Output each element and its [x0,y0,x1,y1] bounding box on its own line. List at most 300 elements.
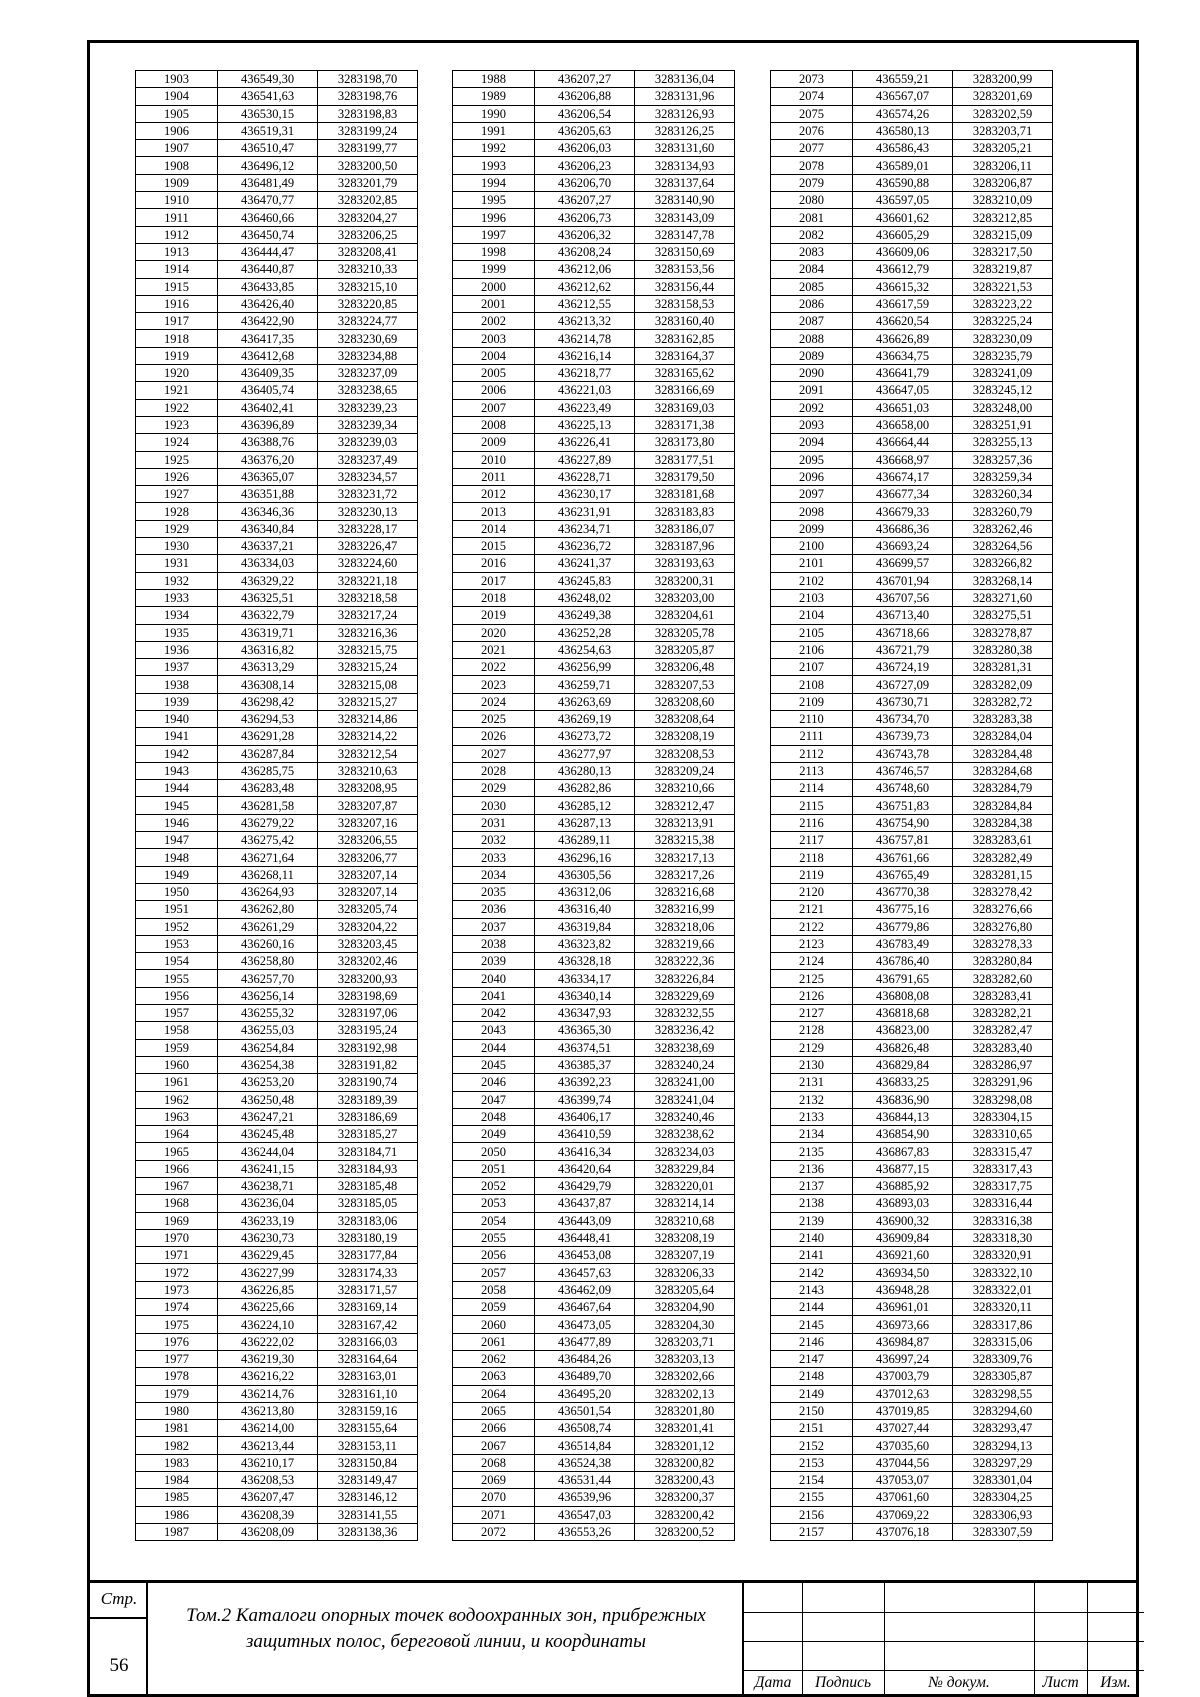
y-coordinate: 3283238,62 [635,1126,735,1143]
y-coordinate: 3283284,48 [953,745,1053,762]
table-row [136,1316,418,1333]
y-coordinate: 3283255,13 [953,434,1053,451]
table-row [771,901,1053,918]
point-number: 2013 [453,503,535,520]
y-coordinate: 3283200,50 [318,157,418,174]
x-coordinate: 436254,38 [218,1056,318,1073]
x-coordinate: 436313,29 [218,659,318,676]
x-coordinate: 436701,94 [853,572,953,589]
table-row [453,641,735,658]
y-coordinate: 3283228,17 [318,520,418,537]
x-coordinate: 436679,33 [853,503,953,520]
x-coordinate: 436693,24 [853,538,953,555]
y-coordinate: 3283304,25 [953,1489,1053,1506]
y-coordinate: 3283166,69 [635,382,735,399]
y-coordinate: 3283208,60 [635,693,735,710]
y-coordinate: 3283282,60 [953,970,1053,987]
point-number: 2022 [453,659,535,676]
point-number: 2066 [453,1420,535,1437]
point-number: 2153 [771,1454,853,1471]
table-row [136,780,418,797]
point-number: 2015 [453,538,535,555]
y-coordinate: 3283187,96 [635,538,735,555]
x-coordinate: 436207,27 [535,71,635,88]
point-number: 2039 [453,953,535,970]
y-coordinate: 3283234,88 [318,347,418,364]
table-row [453,1437,735,1454]
point-number: 1957 [136,1005,218,1022]
y-coordinate: 3283200,99 [953,71,1053,88]
table-row [136,347,418,364]
x-coordinate: 436252,28 [535,624,635,641]
x-coordinate: 436402,41 [218,399,318,416]
table-row [136,434,418,451]
point-number: 1939 [136,693,218,710]
point-number: 2049 [453,1126,535,1143]
x-coordinate: 436647,05 [853,382,953,399]
table-row [771,572,1053,589]
point-number: 1971 [136,1247,218,1264]
x-coordinate: 436312,06 [535,883,635,900]
y-coordinate: 3283150,69 [635,243,735,260]
table-row [771,1523,1053,1540]
x-coordinate: 436524,38 [535,1454,635,1471]
y-coordinate: 3283171,38 [635,416,735,433]
point-number: 2060 [453,1316,535,1333]
y-coordinate: 3283217,24 [318,607,418,624]
point-number: 2086 [771,295,853,312]
x-coordinate: 436734,70 [853,710,953,727]
table-row [453,1039,735,1056]
table-row [453,243,735,260]
x-coordinate: 436244,04 [218,1143,318,1160]
y-coordinate: 3283198,83 [318,105,418,122]
y-coordinate: 3283206,77 [318,849,418,866]
table-row [453,1178,735,1195]
table-row [453,1264,735,1281]
y-coordinate: 3283317,86 [953,1316,1053,1333]
point-number: 1947 [136,832,218,849]
table-row [136,1074,418,1091]
y-coordinate: 3283307,59 [953,1523,1053,1540]
table-row [453,1333,735,1350]
x-coordinate: 436283,48 [218,780,318,797]
table-row [771,1178,1053,1195]
point-number: 1938 [136,676,218,693]
point-number: 2140 [771,1229,853,1246]
table-row [136,261,418,278]
table-row [771,797,1053,814]
x-coordinate: 436347,93 [535,1005,635,1022]
table-row [453,1454,735,1471]
y-coordinate: 3283210,09 [953,192,1053,209]
page-cell-divider [90,1617,148,1619]
y-coordinate: 3283221,53 [953,278,1053,295]
table-row [771,1039,1053,1056]
table-row [771,1056,1053,1073]
point-number: 1948 [136,849,218,866]
x-coordinate: 436727,09 [853,676,953,693]
point-number: 2113 [771,762,853,779]
x-coordinate: 436686,36 [853,520,953,537]
point-number: 2025 [453,710,535,727]
table-row [771,676,1053,693]
x-coordinate: 436230,73 [218,1229,318,1246]
table-row [771,1126,1053,1143]
coordinate-table-2 [452,70,735,1541]
table-row [771,832,1053,849]
table-row [136,1039,418,1056]
y-coordinate: 3283264,56 [953,538,1053,555]
y-coordinate: 3283150,84 [318,1454,418,1471]
table-row [771,624,1053,641]
y-coordinate: 3283205,21 [953,140,1053,157]
table-row [453,1247,735,1264]
x-coordinate: 436808,08 [853,987,953,1004]
table-row [136,520,418,537]
x-coordinate: 436346,36 [218,503,318,520]
point-number: 2018 [453,589,535,606]
x-coordinate: 436826,48 [853,1039,953,1056]
point-number: 2103 [771,589,853,606]
point-number: 2127 [771,1005,853,1022]
y-coordinate: 3283238,69 [635,1039,735,1056]
table-row [453,365,735,382]
x-coordinate: 436416,34 [535,1143,635,1160]
y-coordinate: 3283200,93 [318,970,418,987]
table-row [453,226,735,243]
doc-number-label: № докум. [928,1674,990,1691]
table-row [771,1368,1053,1385]
table-row [136,1091,418,1108]
y-coordinate: 3283131,96 [635,88,735,105]
y-coordinate: 3283271,60 [953,589,1053,606]
point-number: 1988 [453,71,535,88]
table-row [453,589,735,606]
x-coordinate: 436739,73 [853,728,953,745]
y-coordinate: 3283231,72 [318,486,418,503]
y-coordinate: 3283217,50 [953,243,1053,260]
point-number: 2119 [771,866,853,883]
table-row [136,572,418,589]
x-coordinate: 436225,66 [218,1299,318,1316]
y-coordinate: 3283317,75 [953,1178,1053,1195]
x-coordinate: 436305,56 [535,866,635,883]
point-number: 1943 [136,762,218,779]
table-row [453,624,735,641]
table-row [771,728,1053,745]
table-row [453,434,735,451]
page-number: 56 [109,1655,129,1676]
table-row [453,1299,735,1316]
point-number: 2157 [771,1523,853,1540]
point-number: 1908 [136,157,218,174]
y-coordinate: 3283136,04 [635,71,735,88]
y-coordinate: 3283240,24 [635,1056,735,1073]
x-coordinate: 436282,86 [535,780,635,797]
y-coordinate: 3283203,00 [635,589,735,606]
y-coordinate: 3283251,91 [953,416,1053,433]
point-number: 1974 [136,1299,218,1316]
x-coordinate: 436268,11 [218,866,318,883]
table-row [771,814,1053,831]
table-row [453,1126,735,1143]
point-number: 2107 [771,659,853,676]
point-number: 1975 [136,1316,218,1333]
table-row [136,624,418,641]
point-number: 2108 [771,676,853,693]
y-coordinate: 3283155,64 [318,1420,418,1437]
table-row [453,105,735,122]
y-coordinate: 3283169,03 [635,399,735,416]
table-row [771,1402,1053,1419]
y-coordinate: 3283237,09 [318,365,418,382]
y-coordinate: 3283284,38 [953,814,1053,831]
x-coordinate: 436597,05 [853,192,953,209]
y-coordinate: 3283283,41 [953,987,1053,1004]
point-number: 1965 [136,1143,218,1160]
x-coordinate: 436227,99 [218,1264,318,1281]
point-number: 2154 [771,1472,853,1489]
table-row [136,157,418,174]
point-number: 2096 [771,468,853,485]
table-row [136,659,418,676]
table-row [453,122,735,139]
x-coordinate: 436264,93 [218,883,318,900]
y-coordinate: 3283216,36 [318,624,418,641]
point-number: 1996 [453,209,535,226]
y-coordinate: 3283232,55 [635,1005,735,1022]
y-coordinate: 3283230,13 [318,503,418,520]
table-row [771,1195,1053,1212]
x-coordinate: 436580,13 [853,122,953,139]
point-number: 2126 [771,987,853,1004]
y-coordinate: 3283180,19 [318,1229,418,1246]
x-coordinate: 436617,59 [853,295,953,312]
point-number: 1924 [136,434,218,451]
y-coordinate: 3283184,93 [318,1160,418,1177]
table-row [136,1472,418,1489]
x-coordinate: 436319,71 [218,624,318,641]
table-row [136,641,418,658]
x-coordinate: 436253,20 [218,1074,318,1091]
coordinate-table-3 [770,70,1053,1541]
point-number: 1911 [136,209,218,226]
x-coordinate: 436437,87 [535,1195,635,1212]
title-block [90,1580,1136,1697]
x-coordinate: 436699,57 [853,555,953,572]
point-number: 1995 [453,192,535,209]
x-coordinate: 436351,88 [218,486,318,503]
y-coordinate: 3283297,29 [953,1454,1053,1471]
point-number: 2112 [771,745,853,762]
x-coordinate: 436651,03 [853,399,953,416]
y-coordinate: 3283203,13 [635,1350,735,1367]
table-row [771,1437,1053,1454]
point-number: 2111 [771,728,853,745]
x-coordinate: 436541,63 [218,88,318,105]
y-coordinate: 3283156,44 [635,278,735,295]
table-row [136,1005,418,1022]
table-row [453,295,735,312]
point-number: 1913 [136,243,218,260]
table-row [453,1229,735,1246]
point-number: 1922 [136,399,218,416]
x-coordinate: 436531,44 [535,1472,635,1489]
x-coordinate: 436316,40 [535,901,635,918]
table-row [771,451,1053,468]
table-row [771,503,1053,520]
table-row [771,1022,1053,1039]
table-row [136,1195,418,1212]
y-coordinate: 3283199,24 [318,122,418,139]
y-coordinate: 3283280,38 [953,641,1053,658]
y-coordinate: 3283320,11 [953,1299,1053,1316]
y-coordinate: 3283205,64 [635,1281,735,1298]
x-coordinate: 436222,02 [218,1333,318,1350]
x-coordinate: 436218,77 [535,365,635,382]
point-number: 1986 [136,1506,218,1523]
table-row [771,918,1053,935]
table-row [771,935,1053,952]
point-number: 2062 [453,1350,535,1367]
point-number: 1933 [136,589,218,606]
table-row [453,901,735,918]
point-number: 2026 [453,728,535,745]
x-coordinate: 436285,75 [218,762,318,779]
y-coordinate: 3283208,41 [318,243,418,260]
table-row [453,192,735,209]
y-coordinate: 3283276,80 [953,918,1053,935]
x-coordinate: 436948,28 [853,1281,953,1298]
y-coordinate: 3283322,01 [953,1281,1053,1298]
point-number: 1918 [136,330,218,347]
x-coordinate: 436210,17 [218,1454,318,1471]
y-coordinate: 3283283,40 [953,1039,1053,1056]
point-number: 2102 [771,572,853,589]
x-coordinate: 436746,57 [853,762,953,779]
table-row [771,416,1053,433]
x-coordinate: 437019,85 [853,1402,953,1419]
point-number: 2093 [771,416,853,433]
point-number: 2128 [771,1022,853,1039]
table-row [771,486,1053,503]
point-number: 2148 [771,1368,853,1385]
point-number: 1993 [453,157,535,174]
point-number: 1928 [136,503,218,520]
x-coordinate: 436770,38 [853,883,953,900]
point-number: 2056 [453,1247,535,1264]
table-row [136,192,418,209]
x-coordinate: 436234,71 [535,520,635,537]
x-coordinate: 436399,74 [535,1091,635,1108]
x-coordinate: 436748,60 [853,780,953,797]
y-coordinate: 3283230,69 [318,330,418,347]
table-row [136,1402,418,1419]
y-coordinate: 3283219,87 [953,261,1053,278]
table-row [136,1437,418,1454]
y-coordinate: 3283215,27 [318,693,418,710]
x-coordinate: 436285,12 [535,797,635,814]
table-row [453,451,735,468]
point-number: 2006 [453,382,535,399]
x-coordinate: 436316,82 [218,641,318,658]
table-row [453,710,735,727]
y-coordinate: 3283237,49 [318,451,418,468]
point-number: 2063 [453,1368,535,1385]
table-row [136,1126,418,1143]
table-row [136,555,418,572]
y-coordinate: 3283222,36 [635,953,735,970]
x-coordinate: 436260,16 [218,935,318,952]
point-number: 1994 [453,174,535,191]
table-row [136,935,418,952]
point-number: 2016 [453,555,535,572]
x-coordinate: 436973,66 [853,1316,953,1333]
table-row [771,278,1053,295]
point-number: 1949 [136,866,218,883]
table-row [453,520,735,537]
point-number: 2053 [453,1195,535,1212]
x-coordinate: 437035,60 [853,1437,953,1454]
table-row [136,832,418,849]
point-number: 2125 [771,970,853,987]
point-number: 2067 [453,1437,535,1454]
point-number: 2072 [453,1523,535,1540]
point-number: 1926 [136,468,218,485]
x-coordinate: 436422,90 [218,313,318,330]
x-coordinate: 436658,00 [853,416,953,433]
y-coordinate: 3283259,34 [953,468,1053,485]
y-coordinate: 3283298,08 [953,1091,1053,1108]
y-coordinate: 3283137,64 [635,174,735,191]
x-coordinate: 436241,37 [535,555,635,572]
point-number: 1946 [136,814,218,831]
x-coordinate: 436467,64 [535,1299,635,1316]
y-coordinate: 3283229,69 [635,987,735,1004]
point-number: 2069 [453,1472,535,1489]
point-number: 1967 [136,1178,218,1195]
y-coordinate: 3283203,71 [635,1333,735,1350]
x-coordinate: 436376,20 [218,451,318,468]
table-row [771,589,1053,606]
table-row [453,486,735,503]
y-coordinate: 3283257,36 [953,451,1053,468]
x-coordinate: 436589,01 [853,157,953,174]
point-number: 2100 [771,538,853,555]
table-row [453,1385,735,1402]
table-row [771,538,1053,555]
y-coordinate: 3283226,47 [318,538,418,555]
y-coordinate: 3283185,27 [318,1126,418,1143]
point-number: 2094 [771,434,853,451]
y-coordinate: 3283281,31 [953,659,1053,676]
x-coordinate: 436291,28 [218,728,318,745]
x-coordinate: 436325,51 [218,589,318,606]
y-coordinate: 3283301,04 [953,1472,1053,1489]
y-coordinate: 3283214,86 [318,710,418,727]
y-coordinate: 3283174,33 [318,1264,418,1281]
y-coordinate: 3283213,91 [635,814,735,831]
y-coordinate: 3283202,85 [318,192,418,209]
x-coordinate: 436236,04 [218,1195,318,1212]
point-number: 1951 [136,901,218,918]
page-cell [90,1583,148,1697]
y-coordinate: 3283183,06 [318,1212,418,1229]
point-number: 1990 [453,105,535,122]
document-title: Том.2 Каталоги опорных точек водоохранных зон, прибрежных защитных полос, береговой линии, и координаты [186,1605,706,1652]
point-number: 2130 [771,1056,853,1073]
